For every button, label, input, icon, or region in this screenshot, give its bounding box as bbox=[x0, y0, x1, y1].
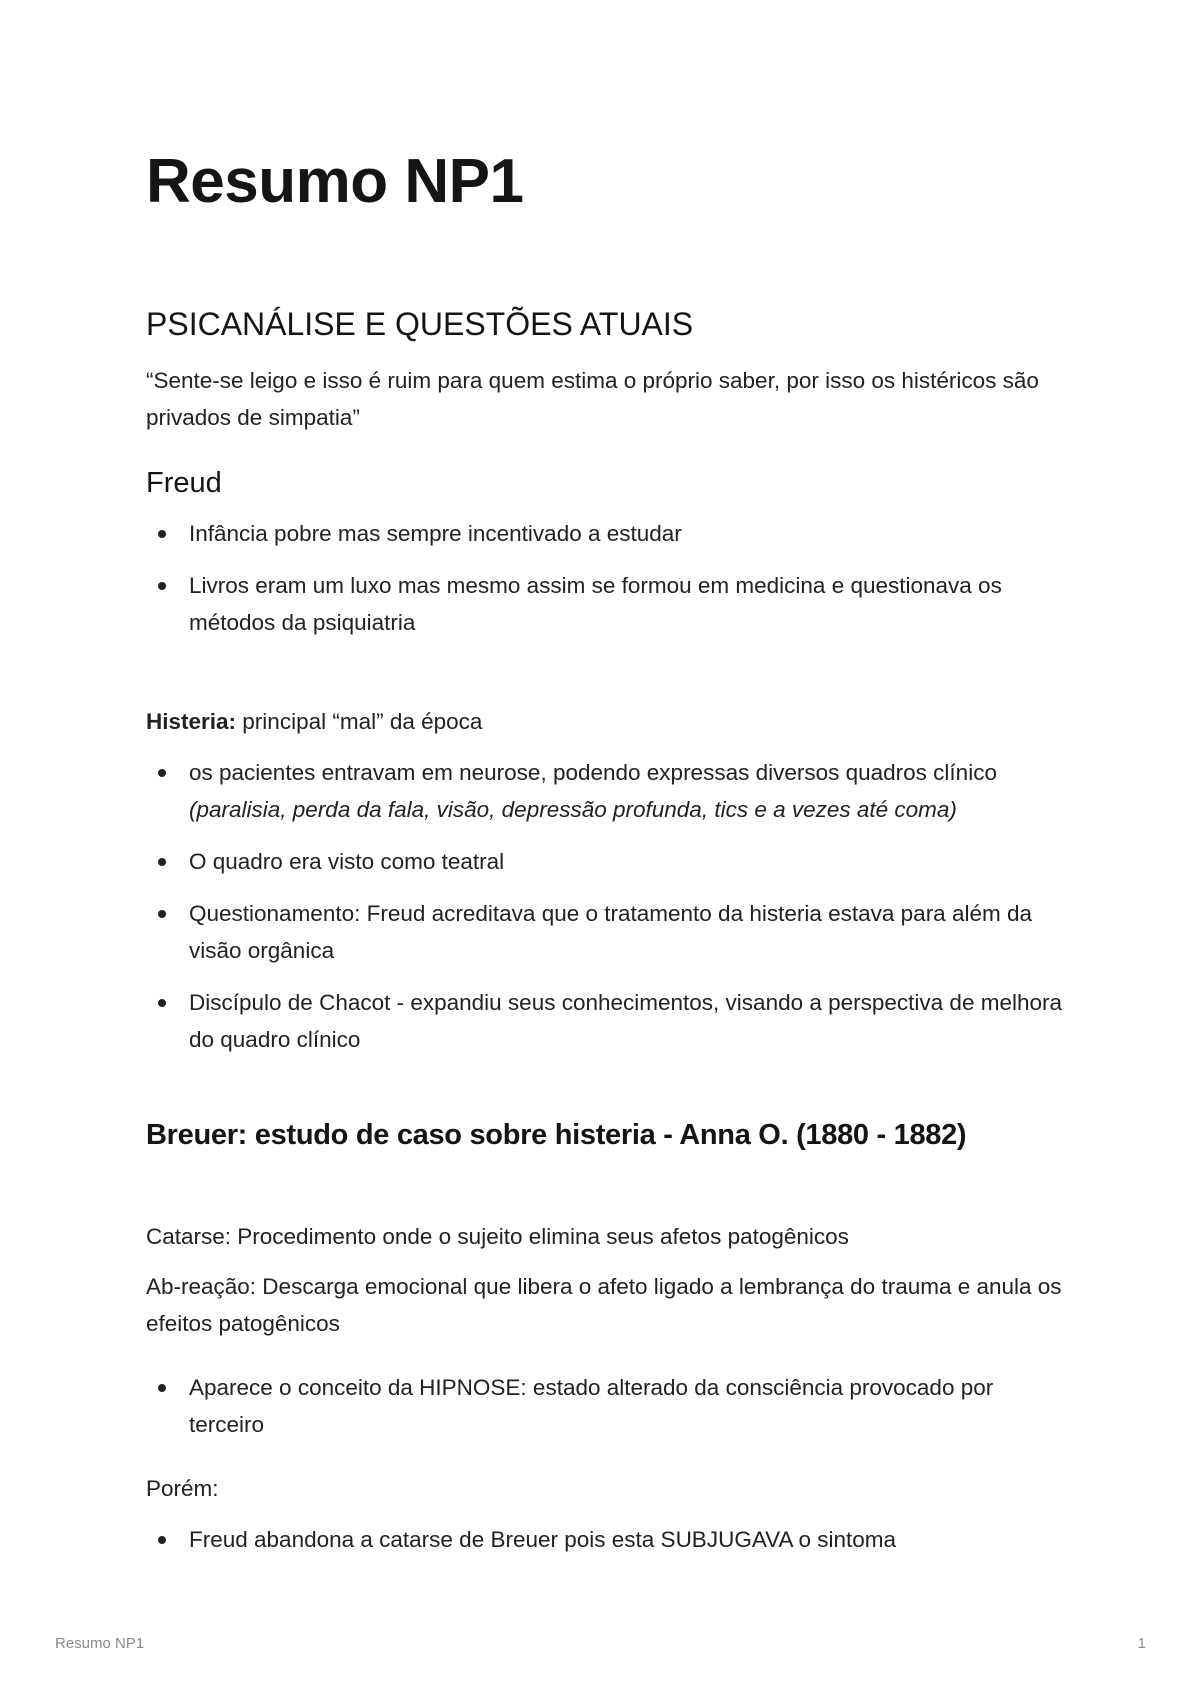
freud-heading: Freud bbox=[146, 467, 222, 499]
footer-page-number: 1 bbox=[1137, 1635, 1146, 1652]
ab-reacao-paragraph: Ab-reação: Descarga emocional que libera o afeto ligado a lembrança do trauma e anula os efeitos patogênicos bbox=[146, 1274, 1062, 1336]
list-item-text: Livros eram um luxo mas mesmo assim se formou em medicina e questionava os métodos da psiquiatria bbox=[189, 573, 1002, 635]
list-item bbox=[146, 1521, 1066, 1558]
footer-document-title: Resumo NP1 bbox=[55, 1635, 145, 1652]
list-item-text: Discípulo de Chacot - expandiu seus conhecimentos, visando a perspectiva de melhora do quadro clínico bbox=[189, 990, 1062, 1052]
final-bullet-list bbox=[146, 1521, 1066, 1558]
list-item-text: Aparece o conceito da HIPNOSE: estado alterado da consciência provocado por terceiro bbox=[189, 1375, 994, 1437]
porem-paragraph: Porém: bbox=[146, 1476, 219, 1501]
bullet-dot-icon bbox=[158, 530, 166, 538]
freud-bullet-list bbox=[146, 515, 1066, 641]
hipnose-bullet-list bbox=[146, 1369, 1066, 1443]
list-item bbox=[146, 1369, 1066, 1443]
histeria-text: principal “mal” da época bbox=[236, 709, 483, 734]
list-item bbox=[146, 895, 1066, 969]
page-title: Resumo NP1 bbox=[146, 147, 524, 216]
list-item bbox=[146, 754, 1066, 828]
bullet-dot-icon bbox=[158, 1536, 166, 1544]
list-item-text: os pacientes entravam em neurose, podendo expressas diversos quadros clínico bbox=[189, 760, 997, 785]
bullet-dot-icon bbox=[158, 999, 166, 1007]
list-item-text: Infância pobre mas sempre incentivado a estudar bbox=[189, 521, 682, 546]
histeria-paragraph bbox=[146, 703, 1066, 740]
list-item-text: Questionamento: Freud acreditava que o tratamento da histeria estava para além da visão orgânica bbox=[189, 901, 1032, 963]
breuer-heading: Breuer: estudo de caso sobre histeria - Anna O. (1880 - 1882) bbox=[146, 1119, 967, 1151]
section-heading: PSICANÁLISE E QUESTÕES ATUAIS bbox=[146, 306, 694, 342]
bullet-dot-icon bbox=[158, 582, 166, 590]
quote-paragraph: “Sente-se leigo e isso é ruim para quem estima o próprio saber, por isso os histéricos são privados de simpatia” bbox=[146, 368, 1039, 430]
list-item bbox=[146, 984, 1066, 1058]
list-item bbox=[146, 843, 1066, 880]
list-item bbox=[146, 515, 1066, 552]
list-item-italic-text: (paralisia, perda da fala, visão, depressão profunda, tics e a vezes até coma) bbox=[189, 797, 957, 822]
catarse-paragraph: Catarse: Procedimento onde o sujeito elimina seus afetos patogênicos bbox=[146, 1224, 849, 1249]
list-item bbox=[146, 567, 1066, 641]
list-item-text: O quadro era visto como teatral bbox=[189, 849, 505, 874]
histeria-bullet-list bbox=[146, 754, 1066, 1058]
bullet-dot-icon bbox=[158, 1384, 166, 1392]
bullet-dot-icon bbox=[158, 858, 166, 866]
bullet-dot-icon bbox=[158, 769, 166, 777]
list-item-text: Freud abandona a catarse de Breuer pois esta SUBJUGAVA o sintoma bbox=[189, 1527, 897, 1552]
histeria-label: Histeria: bbox=[146, 709, 237, 734]
bullet-dot-icon bbox=[158, 910, 166, 918]
